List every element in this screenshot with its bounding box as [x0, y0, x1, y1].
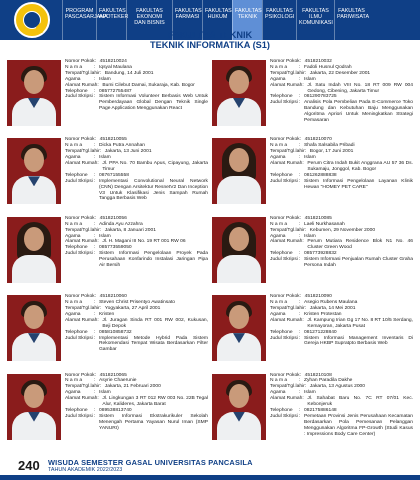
info-separator: : [94, 221, 96, 227]
info-label: Judul Skripsi [270, 257, 298, 263]
info-label: Judul Skripsi [65, 413, 93, 419]
info-separator: : [299, 413, 301, 419]
tab-label: DAN BISNIS [134, 20, 165, 27]
student-photo [212, 60, 266, 126]
info-label: Tempat/Tgl.lahir [270, 384, 305, 390]
logo-emblem-icon [23, 11, 41, 29]
info-separator: : [97, 317, 99, 323]
info-separator: : [94, 59, 96, 64]
info-label: Nomor Pokok [65, 215, 95, 221]
info-label: Agama [270, 233, 286, 239]
info-value: Sistem Informasi Pengelolaan Layanan Klinik Hewan "HOMEY PET CARE" [304, 178, 413, 190]
info-label: Tempat/Tgl.lahir [270, 149, 305, 155]
info-label: N a m a [65, 143, 83, 149]
info-value: Jakarta, 14 Mei 2001 [309, 305, 356, 311]
student-info [65, 216, 208, 269]
student-info [65, 137, 208, 202]
info-separator: : [94, 178, 96, 184]
info-label: Alamat Rumah [65, 82, 98, 88]
student-photo [212, 374, 266, 440]
footer-rule [0, 475, 420, 480]
info-label: Tempat/Tgl.lahir [270, 305, 305, 311]
info-label: Alamat Rumah [270, 396, 303, 402]
info-value: Sistem Informasi Pengelolaan Proyek Pada Perusahaan Konfarindo Instalasi Jaringan Pipa Air Bersih [99, 251, 208, 269]
info-separator: : [94, 76, 96, 82]
student-info [65, 294, 208, 353]
student-photo [7, 374, 61, 440]
tab-label: APOTEKER [99, 14, 129, 21]
info-value: 08767155558 [99, 172, 129, 178]
info-label: N a m a [65, 300, 83, 306]
info-label: Alamat Rumah [65, 239, 98, 245]
info-value: Analisis Pola Pembelian Pada E-Commerce Toko Bandung dan Kebutuhan Baju Menggunakan Algoritma Apriori Untuk Meningkatkan Strategi Pemasaran [304, 100, 413, 124]
info-value: 4518210056 [99, 215, 127, 221]
info-label: Telephone [65, 88, 88, 94]
info-separator: : [299, 294, 301, 300]
info-separator: : [94, 329, 96, 335]
info-label: Nomor Pokok [270, 137, 300, 143]
info-label: N a m a [270, 300, 288, 306]
student-card [210, 215, 415, 293]
student-photo [7, 60, 61, 126]
info-separator: : [94, 155, 96, 161]
info-label: Alamat Rumah [270, 161, 303, 167]
info-separator: : [299, 178, 301, 184]
student-card [5, 215, 210, 293]
info-value: Adinda Ayu Azzahra [99, 221, 143, 227]
info-label: Agama [65, 390, 81, 396]
info-value: 089538813740 [99, 408, 132, 413]
info-separator: : [94, 311, 96, 317]
info-value: 4518210108 [304, 372, 332, 378]
info-separator: : [304, 149, 307, 155]
info-value: Kristen Protestan [304, 311, 342, 317]
info-label: Nomor Pokok [270, 294, 300, 300]
info-separator: : [299, 215, 301, 221]
info-value: Fadoli Husnul Qodrah [304, 64, 352, 70]
info-label: Tempat/Tgl.lahir [270, 227, 305, 233]
info-value: 4518210055 [99, 137, 127, 143]
info-value: 4518210024 [99, 59, 127, 64]
info-separator: : [304, 227, 307, 233]
info-value: Shafa Salsabila Pribadi [304, 143, 355, 149]
info-separator: : [299, 100, 301, 106]
tab-label: TEKNIK [237, 14, 258, 21]
student-photo [212, 295, 266, 361]
info-label: Agama [65, 311, 81, 317]
info-separator: : [94, 300, 96, 306]
info-label: Judul Skripsi [270, 335, 298, 341]
info-label: Tempat/Tgl.lahir [65, 149, 100, 155]
tab-label: FAKULTAS [99, 8, 126, 14]
info-value: Islam [99, 76, 111, 82]
info-separator: : [97, 161, 99, 167]
info-label: Alamat Rumah [65, 317, 98, 323]
info-label: Alamat Rumah [270, 239, 303, 245]
tab-label: FAKULTAS [338, 8, 365, 14]
student-photo [212, 217, 266, 283]
info-label: Telephone [270, 172, 293, 178]
info-label: Agama [65, 155, 81, 161]
info-value: Zyhan Paradila Dakhe [304, 378, 353, 384]
info-value: Asegio Rubens Maulana [304, 300, 358, 306]
info-separator: : [299, 372, 301, 378]
info-row-alamat [65, 161, 208, 173]
info-value: Kebumen, 29 November 2000 [309, 227, 376, 233]
footer-title: WISUDA SEMESTER GASAL UNIVERSITAS PANCASILA [48, 458, 253, 467]
info-value: 4518210090 [304, 294, 332, 300]
faculty-title: FAKULTAS TEKNIK [167, 30, 253, 40]
info-label: Judul Skripsi [65, 335, 93, 341]
info-value: Sistem Informasi Management Inventaris Di Gereja HKBP Supratpto Berbasis Web [304, 335, 413, 347]
info-value: Jl. Lingkungan 3 RT 012 RW 003 No. 22B Tegal Alur, Kalideres, Jakarta Barat [102, 396, 208, 408]
info-label: N a m a [65, 378, 83, 384]
student-card [210, 136, 415, 214]
info-separator: : [299, 76, 301, 82]
info-separator: : [94, 88, 96, 94]
info-separator: : [299, 251, 301, 257]
info-value: Sistem Informasi Penjualan Rumah Cluster Graha Persona Indah [304, 257, 413, 269]
student-card [5, 58, 210, 136]
info-label: Alamat Rumah [270, 82, 303, 88]
info-separator: : [299, 59, 301, 64]
student-card [210, 372, 415, 450]
info-value: 085773928832 [304, 251, 337, 257]
info-label: N a m a [65, 221, 83, 227]
info-label: Agama [270, 311, 286, 317]
info-label: N a m a [270, 143, 288, 149]
student-grid [5, 58, 415, 450]
info-separator: : [299, 233, 301, 239]
info-value: Kristen [99, 311, 115, 317]
info-value: Islam [304, 233, 316, 239]
info-row-alamat [270, 239, 413, 251]
info-value: 4518210070 [304, 137, 332, 143]
info-value: Islam [99, 155, 111, 161]
info-separator: : [304, 70, 307, 76]
info-label: Tempat/Tgl.lahir [65, 384, 100, 390]
info-label: N a m a [270, 221, 288, 227]
info-separator: : [302, 317, 304, 323]
info-value: Jakarta, 22 Desember 2001 [309, 70, 371, 76]
info-value: 082175886148 [304, 408, 337, 413]
info-label: Judul Skripsi [65, 178, 93, 184]
info-value: Perum Citra Indah Bukit Anggrana AU 57 36 Ds. Sukamaju, Jonggol, Kab. Bogor [307, 161, 413, 172]
tab-label: HUKUM [207, 14, 228, 21]
info-value: 081290783725 [304, 94, 337, 100]
info-value: Bogor, 17 Juni 2001 [309, 149, 354, 155]
info-value: Jl. Kampung Irian Gg 17 No. 8 RT 10/5 Serdang, Kemayoran, Jakarta Pusat [307, 317, 413, 329]
tab-label: FAKULTAS EKONOMI [136, 8, 163, 21]
info-label: Judul Skripsi [270, 178, 298, 184]
info-label: Telephone [270, 94, 293, 100]
info-separator: : [299, 64, 301, 70]
info-value: Laeli Nurkhasanah [304, 221, 345, 227]
info-label: Nomor Pokok [270, 215, 300, 221]
page-footer [0, 452, 420, 480]
info-value: Islam [304, 76, 316, 82]
info-row-judul [270, 100, 413, 124]
info-value: Islam [304, 155, 316, 161]
student-card [5, 293, 210, 371]
info-value: Bumi Cilebut Damai, Sukaraja, Kab. Bogor [102, 82, 195, 88]
tab-label: PARIWISATA [337, 14, 370, 21]
student-info [65, 373, 208, 432]
student-info [270, 59, 413, 124]
info-value: Jl. Satu Indah VIII No. 18 RT 009 RW 004 Gedong, Cibening, Jakarta Timur [307, 82, 413, 94]
info-value: Asyrie Chaerunie [99, 378, 137, 384]
tab-label: FAKULTAS [266, 8, 293, 14]
info-value: Islam [304, 390, 316, 396]
tab-label: FAKULTAS [235, 8, 262, 14]
info-value: 085810858732 [99, 329, 132, 335]
info-label: Agama [65, 76, 81, 82]
info-row-judul [270, 414, 413, 438]
info-value: Implementasi Metode Hybrid Pada Sistem Rekomendasi Tempat Wisata Berdasarkan Filter Gambar [99, 335, 208, 353]
student-info [65, 59, 208, 112]
info-row-judul [65, 414, 208, 432]
info-value: Iqsyal Maulana [99, 64, 132, 70]
faculty-heading [0, 30, 420, 50]
info-separator: : [299, 155, 301, 161]
info-value: 081271228840 [304, 329, 337, 335]
info-row-judul [270, 179, 413, 191]
info-label: Agama [270, 155, 286, 161]
info-value: Perum Mutiara Residence Blok N1 No. 46 Cluster Green Wood [307, 239, 413, 251]
info-separator: : [99, 384, 102, 390]
info-value: Pemetaan Provinsi Jenis Perusahaan Kecamatan Berdasarkan Pola Pemesanan Pelanggan Menggunakan Algoritma FP-Growth (Studi Kasus : Impressions Body Care Center) [304, 413, 413, 437]
info-separator: : [94, 137, 96, 143]
info-separator: : [94, 408, 96, 413]
info-label: N a m a [65, 64, 83, 70]
info-label: Telephone [270, 251, 293, 257]
info-label: Telephone [65, 329, 88, 335]
info-separator: : [94, 143, 96, 149]
info-separator: : [299, 221, 301, 227]
info-row-judul [65, 251, 208, 269]
info-separator: : [299, 94, 301, 100]
info-separator: : [299, 390, 301, 396]
info-value: Jl. PPA No. 70 Bambu Apus, Cipayung, Jakarta Timur [102, 161, 208, 172]
info-separator: : [304, 305, 307, 311]
info-value: 4518210032 [304, 59, 332, 64]
info-separator: : [299, 311, 301, 317]
info-label: Tempat/Tgl.lahir [65, 70, 100, 76]
info-separator: : [97, 396, 99, 402]
info-value: Sistem Informasi Ekstrakurikuler Sekolah Menengah Pertama Yayasan Nurul Iman (SMP YANURI) [99, 413, 208, 431]
info-label: Telephone [270, 408, 293, 413]
info-separator: : [94, 372, 96, 378]
info-separator: : [94, 413, 96, 419]
info-separator: : [304, 384, 307, 390]
info-value: Sistem Informasi Volunteer Berbasis Web Untuk Pemberdayaan Global Dengan Teknik Single Page Application Menggunakan React [99, 94, 208, 112]
info-label: Alamat Rumah [270, 317, 303, 323]
info-separator: : [94, 378, 96, 384]
student-photo [7, 138, 61, 204]
student-info [270, 216, 413, 269]
student-card [5, 136, 210, 214]
info-row-judul [270, 336, 413, 348]
info-separator: : [302, 396, 304, 402]
student-card [5, 372, 210, 450]
info-label: N a m a [270, 378, 288, 384]
info-separator: : [299, 172, 301, 178]
info-value: Islam [99, 390, 111, 396]
info-label: Nomor Pokok [65, 137, 95, 143]
info-separator: : [99, 305, 102, 311]
info-label: Tempat/Tgl.lahir [270, 70, 305, 76]
info-value: 4518210085 [304, 215, 332, 221]
info-label: Nomor Pokok [65, 59, 95, 64]
info-value: 085772755487 [99, 88, 132, 94]
info-row-judul [65, 179, 208, 203]
info-separator: : [94, 215, 96, 221]
info-label: Tempat/Tgl.lahir [65, 227, 100, 233]
info-value: Yogyakarta, 27 April 2001 [104, 305, 161, 311]
info-value: Islam [99, 233, 111, 239]
student-info [270, 137, 413, 190]
info-value: 4518210065 [99, 372, 127, 378]
info-value: 085773559050 [99, 245, 132, 251]
info-separator: : [94, 251, 96, 257]
info-separator: : [94, 233, 96, 239]
info-row-alamat [270, 396, 413, 408]
info-label: Agama [65, 233, 81, 239]
info-row-judul [65, 94, 208, 112]
info-value: 4518210060 [99, 294, 127, 300]
info-separator: : [299, 408, 301, 413]
info-separator: : [299, 300, 301, 306]
info-value: Jl. Sahabat Baru No. 7C RT 07/01 Kec. Kebonjeruk [307, 396, 413, 408]
info-separator: : [94, 64, 96, 70]
info-value: Jakarta, 13 Agustus 2000 [309, 384, 365, 390]
info-separator: : [299, 335, 301, 341]
info-label: Alamat Rumah [65, 396, 98, 402]
student-card [210, 58, 415, 136]
tab-label: KOMUNIKASI [299, 20, 333, 27]
tab-label: FARMASI [175, 14, 200, 21]
info-row-alamat [65, 318, 208, 330]
info-label: Agama [270, 390, 286, 396]
info-label: Judul Skripsi [65, 251, 93, 257]
info-value: Jakarta, 21 Februari 2000 [104, 384, 161, 390]
info-separator: : [94, 245, 96, 251]
info-row-judul [270, 257, 413, 269]
info-value: Jakarta, 13 Juni 2001 [104, 149, 152, 155]
tab-label: FAKULTAS [205, 8, 232, 14]
info-value: Jl. Juragan Sinda RT 001 RW 002, Kukusan, Beji Depok [102, 317, 208, 329]
info-label: Nomor Pokok [65, 294, 95, 300]
info-label: Nomor Pokok [65, 372, 95, 378]
info-separator: : [302, 82, 304, 88]
info-separator: : [97, 82, 99, 88]
info-separator: : [97, 239, 99, 245]
info-separator: : [299, 137, 301, 143]
info-label: Telephone [270, 329, 293, 335]
info-label: Agama [270, 76, 286, 82]
student-photo [7, 217, 61, 283]
info-separator: : [94, 335, 96, 341]
info-row-alamat [65, 396, 208, 408]
info-value: Jakarta, 8 Januari 2001 [104, 227, 156, 233]
info-separator: : [302, 239, 304, 245]
info-label: Nomor Pokok [270, 59, 300, 64]
info-separator: : [94, 94, 96, 100]
info-label: Judul Skripsi [270, 413, 298, 419]
info-label: Judul Skripsi [65, 94, 93, 100]
info-label: N a m a [270, 64, 288, 70]
footer-subtitle: TAHUN AKADEMIK 2022/2023 [48, 467, 123, 473]
student-photo [212, 138, 266, 204]
info-label: Telephone [65, 408, 88, 413]
info-separator: : [94, 294, 96, 300]
info-label: Tempat/Tgl.lahir [65, 305, 100, 311]
tab-label: PSIKOLOGI [265, 14, 295, 21]
student-info [270, 294, 413, 347]
info-separator: : [299, 143, 301, 149]
student-photo [7, 295, 61, 361]
info-separator: : [94, 172, 96, 178]
info-separator: : [94, 390, 96, 396]
info-value: Dicka Putra Annahan [99, 143, 145, 149]
page-number: 240 [18, 458, 40, 473]
info-value: Implementasi Convolutional Neural Network (CNN) Dengan Arsitektur ResnetV2 Dan Inception V3 Untuk Klasifikasi Jenis Sampah Rumah Tangga Berbasis Web [99, 178, 208, 202]
program-title: TEKNIK INFORMATIKA (S1) [150, 40, 270, 50]
info-separator: : [99, 149, 102, 155]
tab-label: PROGRAM [65, 8, 94, 14]
info-label: Telephone [65, 172, 88, 178]
info-label: Telephone [65, 245, 88, 251]
info-label: Nomor Pokok [270, 372, 300, 378]
tab-label: PASCASARJANA [65, 14, 108, 21]
info-row-alamat [270, 161, 413, 173]
info-separator: : [99, 70, 102, 76]
info-row-judul [65, 336, 208, 354]
student-info [270, 373, 413, 438]
info-row-alamat [270, 83, 413, 95]
info-separator: : [299, 329, 301, 335]
info-separator: : [99, 227, 102, 233]
info-value: Bandung, 14 Juli 2001 [104, 70, 154, 76]
tab-label: FAKULTAS ILMU [302, 8, 329, 21]
info-value: Jl. H. Magani III No. 19 RT 001 RW 06 [102, 239, 186, 245]
info-label: Judul Skripsi [270, 100, 298, 106]
info-value: Steven Christ Prisentyo Awatinsato [99, 300, 176, 306]
info-separator: : [299, 257, 301, 263]
info-separator: : [302, 161, 304, 167]
info-separator: : [299, 378, 301, 384]
tab-label: FAKULTAS [175, 8, 202, 14]
info-row-alamat [270, 318, 413, 330]
info-label: Alamat Rumah [65, 161, 98, 167]
student-card [210, 293, 415, 371]
info-value: 081262888838 [304, 172, 337, 178]
